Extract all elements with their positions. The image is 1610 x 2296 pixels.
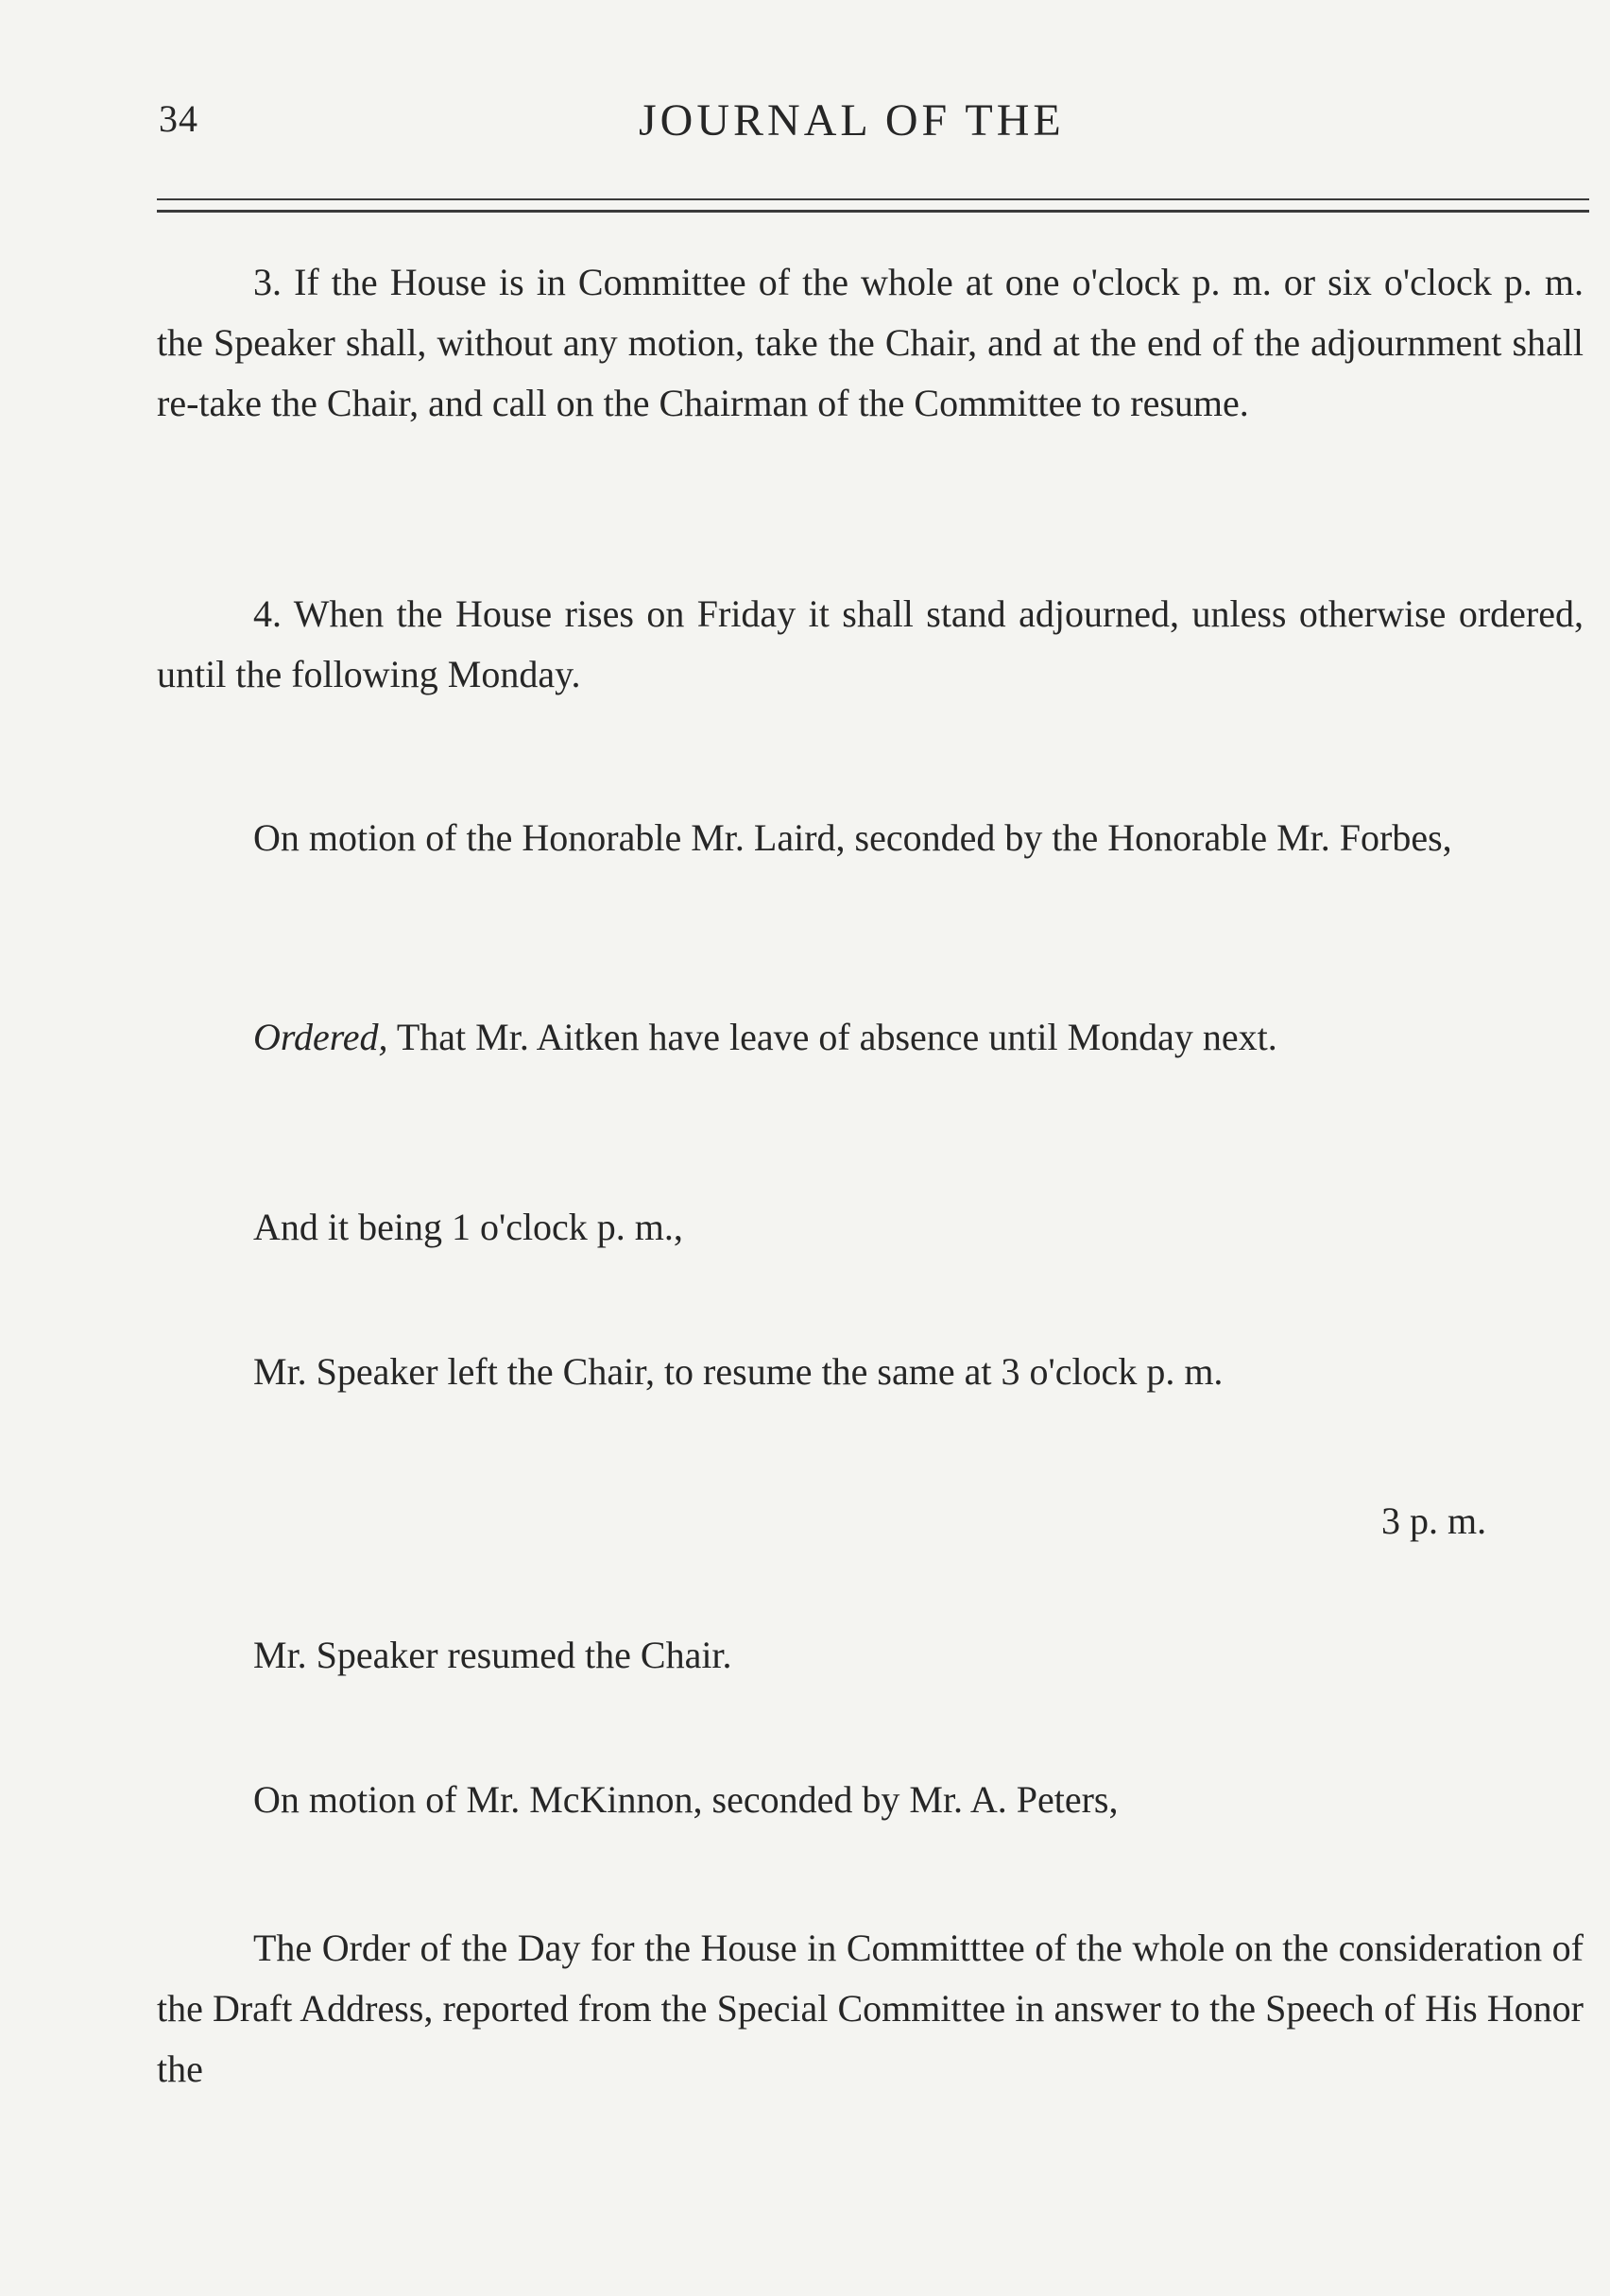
motion-laird-paragraph: On motion of the Honorable Mr. Laird, seconded by the Honorable Mr. Forbes,: [253, 816, 1452, 859]
rule-3-paragraph: 3. If the House is in Committee of the whole at one o'clock p. m. or six o'clock p. m. the Speaker shall, without any motion, take the Chair, and at the end of the adjournment shall re-take the Chair, and call on the Chairman of the Committee to resume.: [157, 261, 1584, 424]
ordered-paragraph: [157, 1007, 1584, 1068]
time-mark: 3 p. m.: [1381, 1499, 1487, 1542]
order-of-day-paragraph: The Order of the Day for the House in Committtee of the whole on the consideration of the Draft Address, reported from the Special Committee in answer to the Speech of His Honor the: [157, 1927, 1584, 2090]
ordered-text: That Mr. Aitken have leave of absence until Monday next.: [387, 1016, 1277, 1058]
running-title: JOURNAL OF THE: [639, 95, 1065, 146]
and-it-being-line: And it being 1 o'clock p. m.,: [253, 1206, 683, 1248]
header-rule-bottom: [157, 210, 1589, 213]
speaker-left-line: Mr. Speaker left the Chair, to resume the same at 3 o'clock p. m.: [253, 1350, 1224, 1393]
motion-mckinnon-line: On motion of Mr. McKinnon, seconded by Mr. A. Peters,: [253, 1778, 1119, 1821]
header-rule-top: [157, 198, 1589, 200]
ordered-label: Ordered,: [253, 1016, 388, 1058]
speaker-resumed-line: Mr. Speaker resumed the Chair.: [253, 1634, 732, 1676]
page-number: 34: [159, 97, 198, 140]
rule-4-paragraph: 4. When the House rises on Friday it shall stand adjourned, unless otherwise ordered, until the following Monday.: [157, 592, 1584, 695]
